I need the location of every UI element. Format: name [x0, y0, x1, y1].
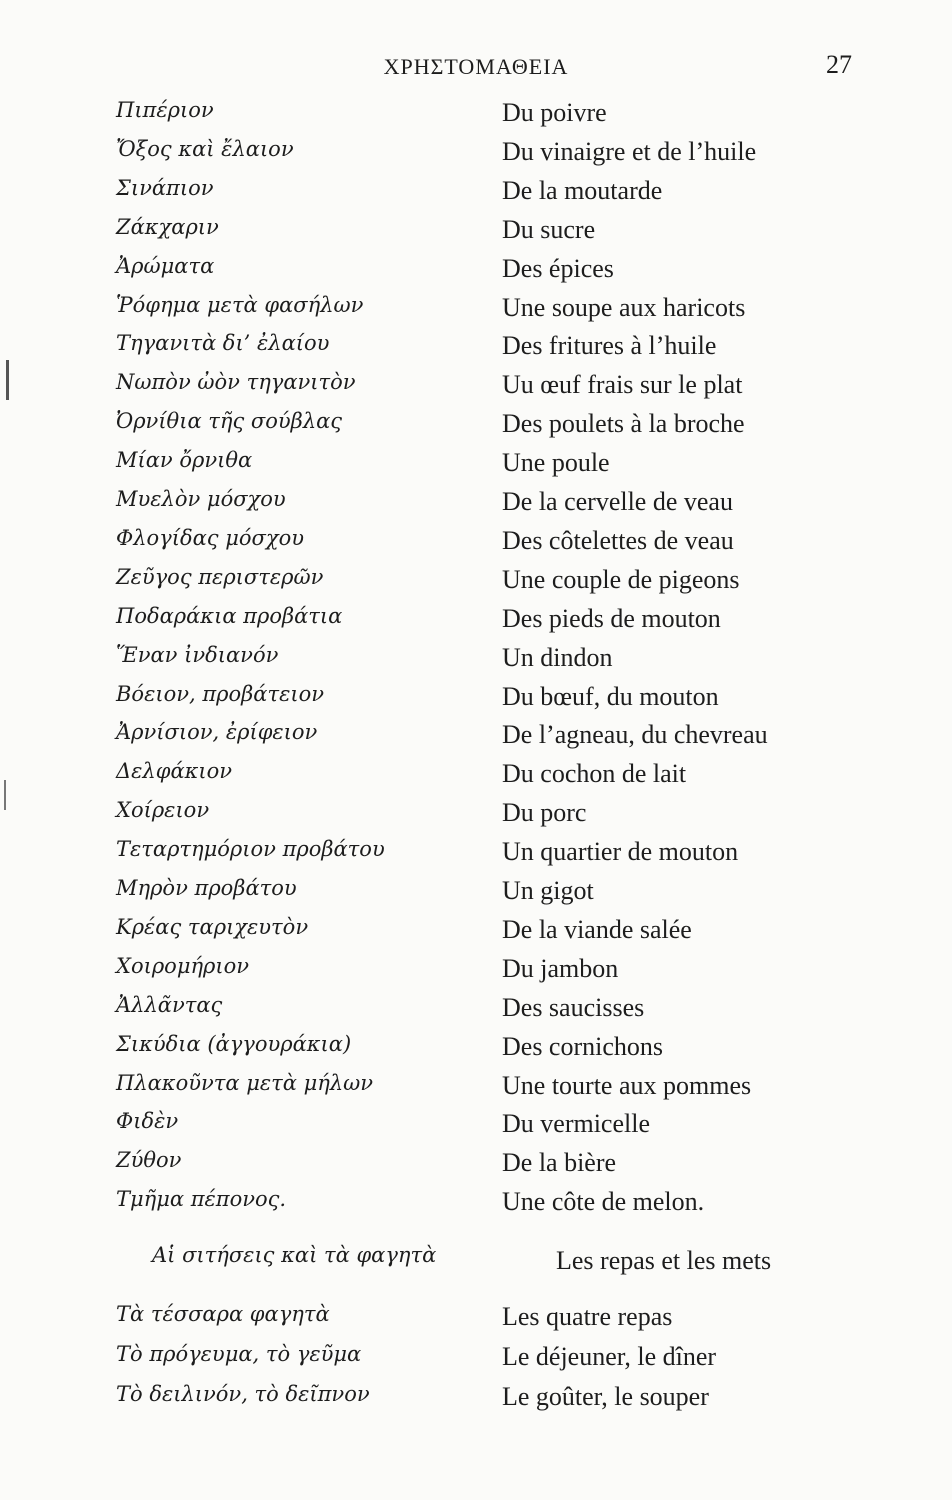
- french-translation: Un quartier de mouton: [502, 837, 739, 867]
- greek-term: Φλογίδας μόσχου: [116, 525, 304, 550]
- greek-term: Πλακοῦντα μετὰ μήλων: [116, 1070, 374, 1095]
- vocabulary-row: [0, 565, 952, 603]
- french-translation: De l’agneau, du chevreau: [502, 720, 768, 750]
- vocabulary-row: [0, 98, 952, 136]
- section-heading-greek: Αἱ σιτήσεις καὶ τὰ φαγητὰ: [152, 1243, 437, 1267]
- vocabulary-row: [0, 1382, 952, 1420]
- vocabulary-row: [0, 876, 952, 914]
- greek-term: Τὸ πρόγευμα, τὸ γεῦμα: [116, 1342, 362, 1366]
- greek-term: Ἀρώματα: [116, 253, 215, 278]
- vocabulary-row: [0, 1342, 952, 1380]
- french-translation: Du cochon de lait: [502, 759, 687, 789]
- french-translation: Le déjeuner, le dîner: [502, 1342, 717, 1371]
- greek-term: Σινάπιον: [116, 175, 214, 200]
- french-translation: Des épices: [502, 253, 614, 283]
- greek-term: Ζύθον: [116, 1148, 182, 1173]
- greek-term: Τεταρτημόριον προβάτου: [116, 837, 385, 862]
- vocabulary-row: [0, 1302, 952, 1340]
- vocabulary-row: [0, 1071, 952, 1109]
- french-translation: Des poulets à la broche: [502, 409, 745, 439]
- greek-term: Κρέας ταριχευτὸν: [116, 914, 309, 939]
- vocabulary-row: [0, 798, 952, 836]
- vocabulary-row: [0, 993, 952, 1031]
- greek-term: Ῥόφημα μετὰ φασήλων: [116, 292, 364, 317]
- french-translation: Des cornichons: [502, 1031, 664, 1061]
- greek-term: Τὰ τέσσαρα φαγητὰ: [116, 1302, 330, 1326]
- french-translation: Le goûter, le souper: [502, 1382, 709, 1411]
- vocabulary-row: [0, 254, 952, 292]
- french-translation: Une couple de pigeons: [502, 564, 740, 594]
- greek-term: Δελφάκιον: [116, 759, 233, 784]
- french-translation: Uu œuf frais sur le plat: [502, 370, 743, 400]
- french-translation: Un gigot: [502, 876, 594, 905]
- french-translation: Du sucre: [502, 214, 596, 244]
- french-translation: Du poivre: [502, 98, 607, 127]
- french-translation: De la moutarde: [502, 175, 663, 205]
- greek-term: Τὸ δειλινόν, τὸ δεῖπνον: [116, 1382, 370, 1406]
- greek-term: Ζεῦγος περιστερῶν: [116, 564, 324, 589]
- greek-term: Πιπέριον: [116, 98, 214, 122]
- greek-term: Φιδὲν: [116, 1109, 179, 1134]
- running-head-title: ΧΡΗΣΤΟΜΑΘΕΙΑ: [383, 54, 569, 79]
- page-number: 27: [826, 50, 852, 79]
- greek-term: Μίαν ὄρνιθα: [116, 448, 253, 473]
- vocabulary-row: [0, 487, 952, 525]
- french-translation: Une tourte aux pommes: [502, 1070, 752, 1100]
- french-translation: Du bœuf, du mouton: [502, 681, 719, 711]
- french-translation: Du vinaigre et de l’huile: [502, 136, 757, 166]
- greek-term: Βόειον, προβάτειον: [116, 681, 324, 706]
- vocabulary-row: [0, 643, 952, 681]
- vocabulary-row: [0, 837, 952, 875]
- french-translation: De la cervelle de veau: [502, 487, 733, 516]
- french-translation: Une poule: [502, 448, 610, 478]
- french-translation: Du porc: [502, 798, 587, 828]
- greek-term: Ποδαράκια προβάτια: [116, 603, 343, 628]
- greek-term: Χοιρομήριον: [116, 953, 250, 978]
- french-translation: Des fritures à l’huile: [502, 331, 717, 361]
- greek-term: Τηγανιτὰ δι’ ἐλαίου: [116, 331, 330, 356]
- vocabulary-row: [0, 448, 952, 486]
- french-translation: Les quatre repas: [502, 1302, 673, 1331]
- vocabulary-row: [0, 176, 952, 214]
- vocabulary-row: [0, 331, 952, 369]
- vocabulary-row: [0, 1032, 952, 1070]
- french-translation: Des pieds de mouton: [502, 603, 721, 633]
- french-translation: Un dindon: [502, 642, 613, 672]
- vocabulary-row: [0, 682, 952, 720]
- greek-term: Ἕναν ἰνδιανόν: [116, 642, 279, 667]
- greek-term: Τμῆμα πέπονος.: [116, 1187, 287, 1212]
- vocabulary-row: [0, 915, 952, 953]
- vocabulary-row: [0, 215, 952, 253]
- vocabulary-row: [0, 720, 952, 758]
- vocabulary-row: [0, 293, 952, 331]
- greek-term: Ζάκχαριν: [116, 214, 219, 239]
- greek-term: Μυελὸν μόσχου: [116, 487, 286, 511]
- vocabulary-row: [0, 409, 952, 447]
- vocabulary-row: [0, 954, 952, 992]
- french-translation: Des côtelettes de veau: [502, 525, 734, 555]
- vocabulary-row: [0, 137, 952, 175]
- vocabulary-row: [0, 1187, 952, 1225]
- greek-term: Ὀρνίθια τῆς σούβλας: [116, 409, 343, 434]
- vocabulary-row: [0, 604, 952, 642]
- french-translation: Une côte de melon.: [502, 1187, 705, 1217]
- greek-term: Μηρὸν προβάτου: [116, 876, 297, 900]
- vocabulary-row: [0, 1148, 952, 1186]
- french-translation: De la bière: [502, 1148, 617, 1178]
- vocabulary-row: [0, 526, 952, 564]
- section-heading-french: Les repas et les mets: [556, 1246, 772, 1275]
- vocabulary-row: [0, 370, 952, 408]
- vocabulary-row: [0, 1109, 952, 1147]
- french-translation: Des saucisses: [502, 992, 645, 1022]
- vocabulary-row: [0, 759, 952, 797]
- greek-term: Ἀλλᾶντας: [116, 992, 223, 1017]
- french-translation: Du vermicelle: [502, 1109, 650, 1139]
- greek-term: Σικύδια (ἀγγουράκια): [116, 1031, 352, 1056]
- greek-term: Χοίρειον: [116, 798, 210, 823]
- french-translation: Une soupe aux haricots: [502, 292, 746, 322]
- greek-term: Νωπὸν ὠὸν τηγανιτὸν: [116, 370, 356, 395]
- greek-term: Ἀρνίσιον, ἐρίφειον: [116, 720, 318, 745]
- french-translation: De la viande salée: [502, 914, 692, 944]
- french-translation: Du jambon: [502, 953, 619, 983]
- greek-term: Ὄξος καὶ ἔλαιον: [116, 136, 294, 161]
